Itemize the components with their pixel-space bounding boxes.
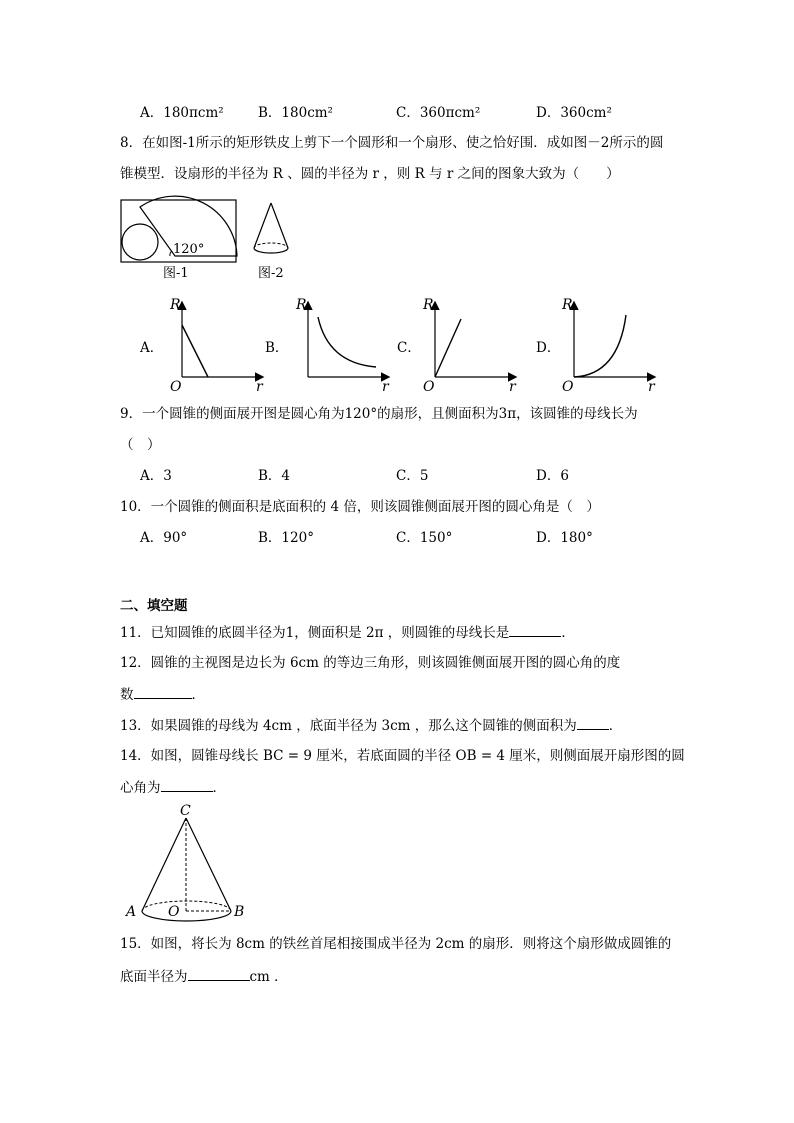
q14-line2 <box>120 777 226 798</box>
svg-text:A: A <box>126 904 137 920</box>
q10-option-c: C．150° <box>396 530 453 546</box>
svg-text:B: B <box>234 904 245 920</box>
q8-figures <box>118 195 308 285</box>
q8-line2: 锥模型．设扇形的半径为 R 、圆的半径为 r ，则 R 与 r 之间的图象大致为（ ） <box>120 166 620 182</box>
q10-option-d: D．180° <box>536 530 593 546</box>
q14-cone-diagram <box>120 800 260 925</box>
graph-a <box>160 295 272 395</box>
q15-unit: cm ． <box>249 969 288 985</box>
svg-text:R: R <box>170 297 181 313</box>
q13-blank[interactable] <box>577 715 609 730</box>
q11-end: ． <box>561 625 575 641</box>
svg-text:r: r <box>509 379 516 395</box>
q14-text: 心角为 <box>120 780 161 796</box>
q9-option-c: C．5 <box>396 468 429 484</box>
q9-option-a: A．3 <box>140 468 172 484</box>
svg-text:R: R <box>296 297 307 313</box>
q15-line2 <box>120 966 288 987</box>
q14-blank[interactable] <box>161 777 213 792</box>
graph-d <box>552 295 664 395</box>
graph-c <box>413 295 525 395</box>
graph-letter-a: A． <box>140 340 164 356</box>
q11-text: 11．已知圆锥的底圆半径为1，侧面积是 2π ，则圆锥的母线长是 <box>120 625 510 641</box>
q7-option-c: C．360πcm² <box>396 105 481 121</box>
fig2-caption: 图-2 <box>258 266 284 281</box>
q9-option-b: B．4 <box>258 468 291 484</box>
q15-line1: 15．如图，将长为 8cm 的铁丝首尾相接围成半径为 2cm 的扇形．则将这个扇形做成圆锥的 <box>120 936 672 952</box>
q9-option-d: D．6 <box>536 468 569 484</box>
svg-text:C: C <box>180 803 191 819</box>
graph-b <box>286 295 398 395</box>
svg-text:O: O <box>168 904 180 920</box>
fig1-angle-label: 120° <box>173 242 205 257</box>
svg-text:r: r <box>648 379 655 395</box>
q14-end: ． <box>212 780 226 796</box>
q13-text: 13．如果圆锥的母线为 4cm ，底面半径为 3cm ，那么这个圆锥的侧面积为 <box>120 718 577 734</box>
q14-line1: 14．如图，圆锥母线长 BC = 9 厘米，若底面圆的半径 OB = 4 厘米，则侧面展开扇形图的圆 <box>120 748 685 764</box>
fig1-circle <box>122 224 158 260</box>
q11 <box>120 622 575 643</box>
fig1-angle-arc <box>170 251 172 256</box>
section-title: 二、填空题 <box>120 598 188 614</box>
graph-letter-c: C． <box>397 340 421 356</box>
q10-option-a: A．90° <box>140 530 188 546</box>
svg-text:O: O <box>170 379 182 395</box>
q13 <box>120 715 622 736</box>
q10-option-b: B．120° <box>258 530 314 546</box>
graph-letter-d: D． <box>536 340 561 356</box>
q7-option-b: B．180cm² <box>258 105 333 121</box>
q12-text: 数 <box>120 687 134 703</box>
q7-option-d: D．360cm² <box>536 105 612 121</box>
q12-line2 <box>120 684 205 705</box>
q9-line2: （ ） <box>120 437 161 453</box>
q13-end: ． <box>608 718 623 734</box>
q12-blank[interactable] <box>134 684 192 699</box>
q9-line1: 9．一个圆锥的侧面展开图是圆心角为120°的扇形，且侧面积为3π，该圆锥的母线长为 <box>120 406 638 422</box>
q15-text: 底面半径为 <box>120 969 188 985</box>
graph-letter-b: B． <box>265 340 289 356</box>
q7-option-a: A．180πcm² <box>140 105 224 121</box>
svg-text:R: R <box>423 297 434 313</box>
svg-text:R: R <box>562 297 573 313</box>
svg-text:O: O <box>562 379 574 395</box>
q12-line1: 12．圆锥的主视图是边长为 6cm 的等边三角形，则该圆锥侧面展开图的圆心角的度 <box>120 655 621 671</box>
svg-text:O: O <box>423 379 435 395</box>
svg-text:r: r <box>256 379 263 395</box>
q15-blank[interactable] <box>188 966 250 981</box>
q12-end: ． <box>191 687 205 703</box>
svg-text:r: r <box>382 379 389 395</box>
fig1-caption: 图-1 <box>163 266 189 281</box>
q11-blank[interactable] <box>509 622 561 637</box>
q10-line1: 10．一个圆锥的侧面积是底面积的 4 倍，则该圆锥侧面展开图的圆心角是（ ） <box>120 499 600 515</box>
q8-line1: 8．在如图-1所示的矩形铁皮上剪下一个圆形和一个扇形、使之恰好围．成如图－2所示的圆 <box>120 135 664 151</box>
